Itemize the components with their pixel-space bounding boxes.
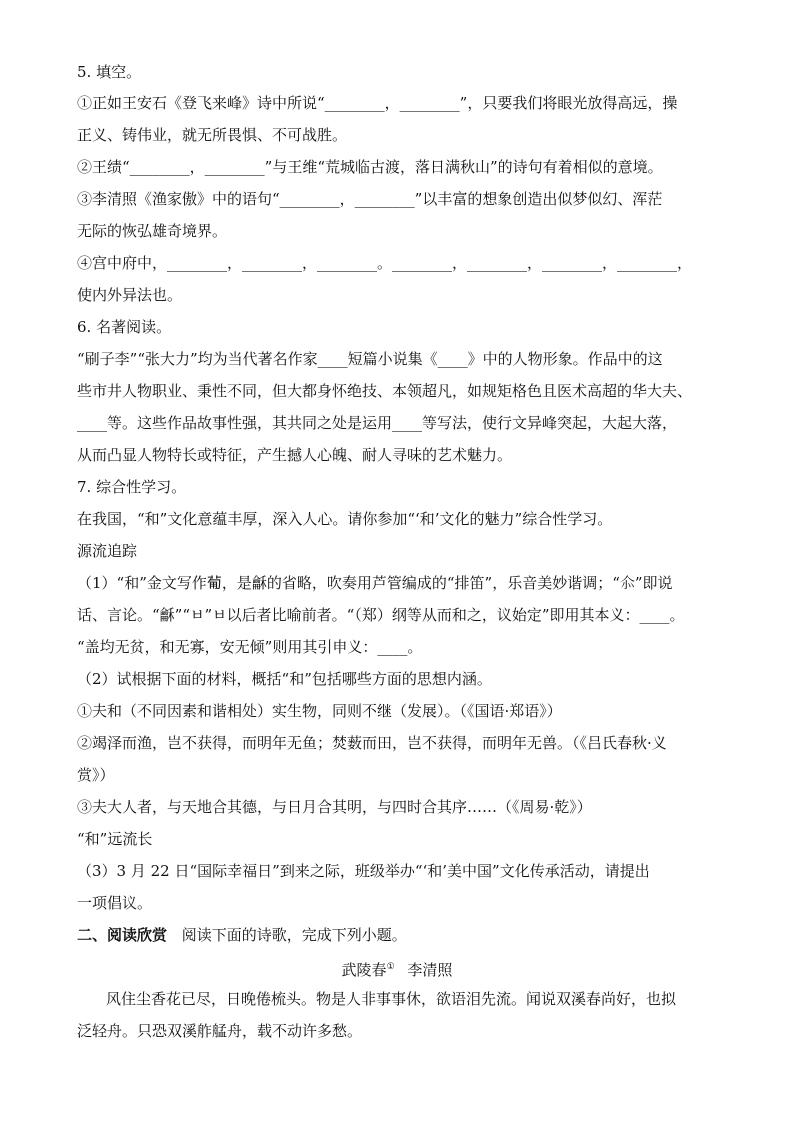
q5-line-7: 使内外异法也。: [77, 286, 183, 304]
part2-instruction: 阅读下面的诗歌，完成下列小题。: [181, 926, 407, 944]
q7-title: 7. 综合性学习。: [77, 478, 187, 496]
q5-line-1: ①正如王安石《登飞来峰》诗中所说“________，________”，只要我们将眼光放得高远，操: [77, 94, 678, 112]
q6-line-4: 从而凸显人物特长或特征，产生撼人心魄、耐人寻味的艺术魅力。: [77, 446, 513, 464]
q5-line-5: 无际的恢弘雄奇境界。: [77, 222, 228, 240]
q7-p1-line-2: 话、言论。“龢”“ㅂ”ㅂ以后者比喻前者。“（郑）纲等从而和之，议始定”即用其本义：____。: [77, 606, 685, 624]
q6-line-1: “刷子李”“张大力”均为当代著名作家____短篇小说集《____》中的人物形象。作品中的这: [77, 350, 663, 368]
poem-footnote-marker: ①: [386, 962, 395, 972]
q7-p1-line-1: （1）“和”金文写作𤰈，是龢的省略，吹奏用芦管编成的“排笛”，乐音美妙谐调；“𠇍”即说: [77, 574, 673, 592]
q7-p1-line-3: “盖均无贫，和无寡，安无倾”则用其引申义：____。: [77, 638, 423, 656]
poem-line-2: 泛轻舟。只恐双溪舴艋舟，载不动许多愁。: [77, 1022, 363, 1040]
part2-heading: 二、阅读欣赏: [77, 926, 168, 944]
q6-line-3: ____等。这些作品故事性强，其共同之处是运用____等写法，使行文异峰突起，大起大落，: [77, 414, 678, 432]
poem-author: 李清照: [407, 961, 453, 979]
q7-material-1: ①夫和（不同因素和谐相处）实生物，同则不继（发展）。（《国语·郑语》）: [77, 702, 562, 720]
q5-line-2: 正义、铸伟业，就无所畏惧、不可战胜。: [77, 126, 348, 144]
q6-line-2: 些市井人物职业、秉性不同，但大都身怀绝技、本领超凡，如规矩格色且医术高超的华大夫、: [77, 382, 693, 400]
q7-intro: 在我国，“和”文化意蕴丰厚，深入人心。请你参加“‘和’文化的魅力”综合性学习。: [77, 510, 613, 528]
q7-material-2-line-2: 赏》）: [77, 766, 115, 784]
q7-section-2: “和”远流长: [77, 830, 153, 848]
q7-material-2-line-1: ②竭泽而渔，岂不获得，而明年无鱼；焚薮而田，岂不获得，而明年无兽。（《吕氏春秋·义: [77, 734, 667, 752]
part2-heading-row: [77, 924, 724, 946]
q7-p2: （2）试根据下面的材料，概括“和”包括哪些方面的思想内涵。: [77, 670, 492, 688]
poem-title: 武陵春: [341, 961, 387, 979]
q5-line-4: ③李清照《渔家傲》中的语句“________，________”以丰富的想象创造出似梦似幻、浑茫: [77, 190, 663, 208]
q7-section-1: 源流追踪: [77, 542, 138, 560]
q5-line-3: ②王绩“________，________”与王维“荒城临古渡，落日满秋山”的诗句有着相似的意境。: [77, 158, 663, 176]
q7-material-3: ③夫大人者，与天地合其德，与日月合其明，与四时合其序……（《周易·乾》）: [77, 798, 592, 816]
q5-title: 5. 填空。: [77, 63, 142, 81]
q7-p3-line-2: 一项倡议。: [77, 894, 153, 912]
q7-p3-line-1: （3）3 月 22 日“国际幸福日”到来之际，班级举办“‘和’美中国”文化传承活动，请提出: [77, 862, 650, 880]
poem-header: [0, 956, 794, 981]
q5-line-6: ④宫中府中，________，________，________。________，________，________，________，: [77, 254, 693, 272]
q6-title: 6. 名著阅读。: [77, 318, 172, 336]
poem-line-1: 风住尘香花已尽，日晚倦梳头。物是人非事事休，欲语泪先流。闻说双溪春尚好，也拟: [106, 990, 677, 1008]
